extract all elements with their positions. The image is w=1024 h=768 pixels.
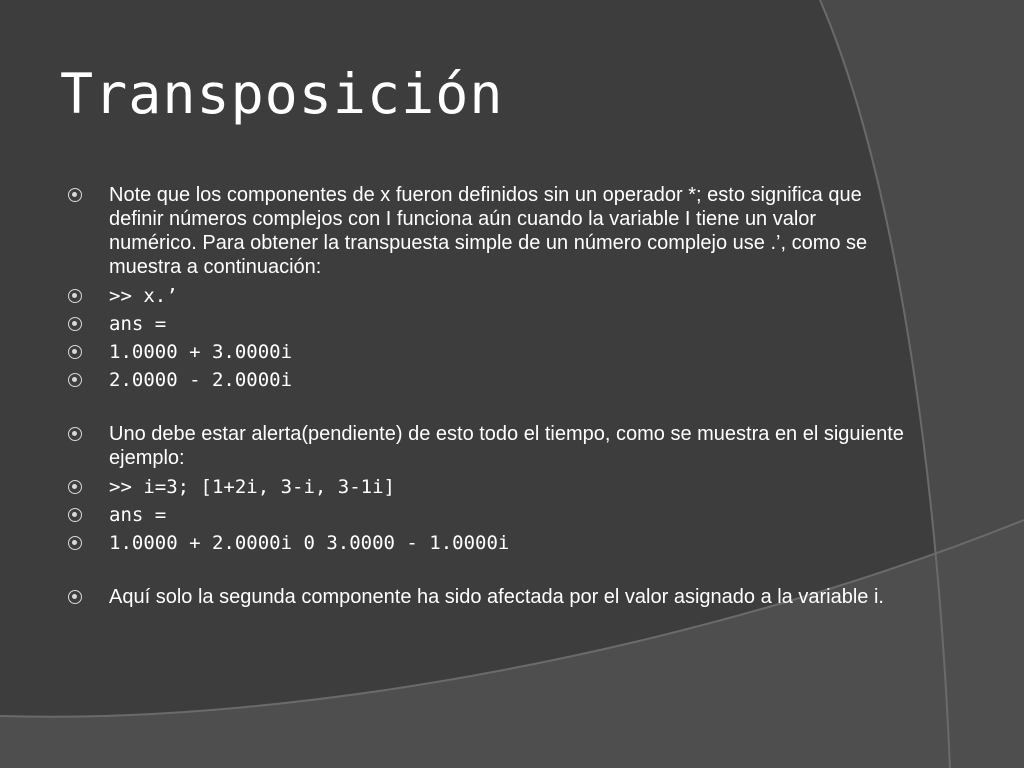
code-line: 2.0000 - 2.0000i xyxy=(109,369,293,391)
ring-dot-bullet-icon xyxy=(68,373,82,387)
bullet-item xyxy=(68,312,908,336)
ring-dot-bullet-icon xyxy=(68,427,82,441)
bullet-item xyxy=(68,183,908,279)
ring-dot-bullet-icon xyxy=(68,590,82,604)
bullet-item xyxy=(68,475,908,499)
bullet-text: Aquí solo la segunda componente ha sido afectada por el valor asignado a la variable i. xyxy=(109,586,884,608)
slide-title: Transposición xyxy=(60,62,504,126)
bullet-item xyxy=(68,422,908,470)
bullet-item xyxy=(68,531,908,555)
bullet-text: Uno debe estar alerta(pendiente) de esto todo el tiempo, como se muestra en el siguiente ejemplo: xyxy=(109,423,904,469)
bullet-item xyxy=(68,284,908,308)
ring-dot-bullet-icon xyxy=(68,480,82,494)
bullet-list xyxy=(68,183,908,614)
bullet-item xyxy=(68,585,908,609)
bullet-item xyxy=(68,368,908,392)
code-line: 1.0000 + 3.0000i xyxy=(109,341,293,363)
bullet-item xyxy=(68,503,908,527)
code-line: ans = xyxy=(109,313,167,335)
code-line: >> i=3; [1+2i, 3-i, 3-1i] xyxy=(109,476,395,498)
ring-dot-bullet-icon xyxy=(68,536,82,550)
code-line: ans = xyxy=(109,504,167,526)
code-line: >> x.’ xyxy=(109,285,178,307)
ring-dot-bullet-icon xyxy=(68,289,82,303)
ring-dot-bullet-icon xyxy=(68,317,82,331)
ring-dot-bullet-icon xyxy=(68,188,82,202)
ring-dot-bullet-icon xyxy=(68,345,82,359)
code-line: 1.0000 + 2.0000i 0 3.0000 - 1.0000i xyxy=(109,532,510,554)
bullet-item xyxy=(68,340,908,364)
bullet-text: Note que los componentes de x fueron definidos sin un operador *; esto significa que definir números complejos con I funciona aún cuando la variable I tiene un valor numérico. Para obtener la transpuesta simple de un número complejo use .’, como se muestra a continuación: xyxy=(109,184,868,278)
ring-dot-bullet-icon xyxy=(68,508,82,522)
